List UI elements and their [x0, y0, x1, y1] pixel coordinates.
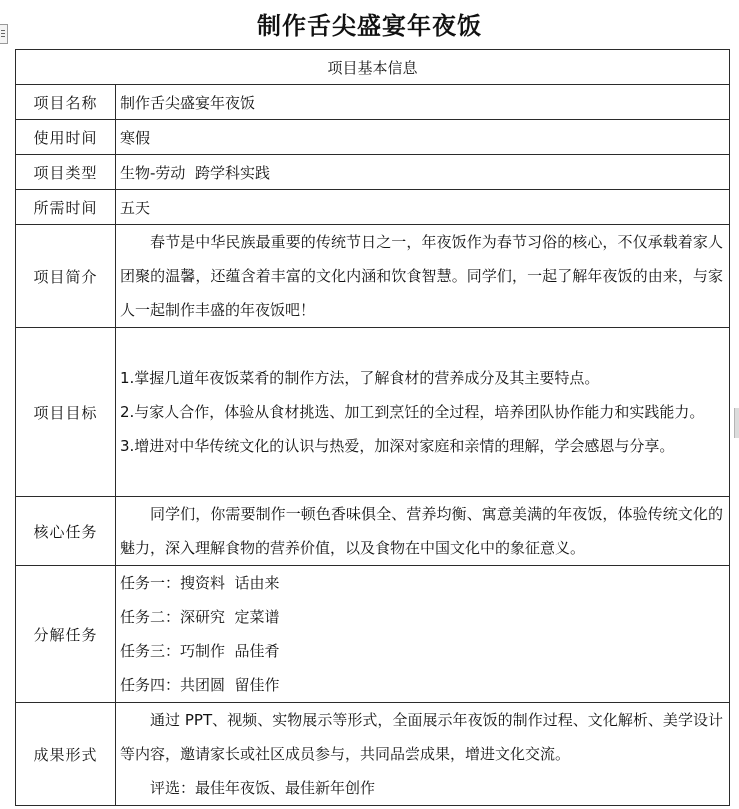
row-label-goals: 项目目标 [16, 328, 116, 497]
table-row [16, 190, 730, 225]
goal-item: 3.增进对中华传统文化的认识与热爱，加深对家庭和亲情的理解，学会感恩与分享。 [120, 437, 675, 455]
scrollbar-tick[interactable] [734, 408, 739, 438]
task-item: 任务一：搜资料 话由来 [120, 574, 280, 592]
row-value-intro [116, 225, 730, 328]
row-label-tasks: 分解任务 [16, 566, 116, 703]
table-row [16, 566, 730, 703]
row-label-name: 项目名称 [16, 85, 116, 120]
task-item: 任务三：巧制作 品佳肴 [120, 642, 280, 660]
row-value-time: 寒假 [116, 120, 730, 155]
table-row [16, 120, 730, 155]
task-item: 任务二：深研究 定菜谱 [120, 608, 280, 626]
row-value-type: 生物-劳动 跨学科实践 [116, 155, 730, 190]
table-header: 项目基本信息 [16, 50, 730, 85]
table-row [16, 225, 730, 328]
table-row [16, 703, 730, 806]
table-row [16, 497, 730, 566]
intro-paragraph: 春节是中华民族最重要的传统节日之一，年夜饭作为春节习俗的核心，不仅承载着家人团聚的温馨，还蕴含着丰富的文化内涵和饮食智慧。同学们，一起了解年夜饭的由来，与家人一起制作丰盛的年夜饭吧！ [120, 233, 724, 319]
row-label-duration: 所需时间 [16, 190, 116, 225]
row-label-output: 成果形式 [16, 703, 116, 806]
row-label-core: 核心任务 [16, 497, 116, 566]
table-header-row [16, 50, 730, 85]
row-label-time: 使用时间 [16, 120, 116, 155]
document-title: 制作舌尖盛宴年夜饭 [257, 11, 482, 40]
table-row [16, 328, 730, 497]
task-item: 任务四：共团圆 留佳作 [120, 676, 280, 694]
output-award: 评选：最佳年夜饭、最佳新年创作 [150, 779, 376, 797]
row-value-name: 制作舌尖盛宴年夜饭 [116, 85, 730, 120]
row-value-output [116, 703, 730, 806]
core-paragraph: 同学们，你需要制作一顿色香味俱全、营养均衡、寓意美满的年夜饭，体验传统文化的魅力，深入理解食物的营养价值，以及食物在中国文化中的象征意义。 [120, 505, 724, 557]
row-label-type: 项目类型 [16, 155, 116, 190]
table-row [16, 155, 730, 190]
output-paragraph: 通过 PPT、视频、实物展示等形式，全面展示年夜饭的制作过程、文化解析、美学设计等内容，邀请家长或社区成员参与，共同品尝成果，增进文化交流。 [120, 711, 724, 763]
project-info-table [15, 49, 730, 806]
goal-item: 2.与家人合作，体验从食材挑选、加工到烹饪的全过程，培养团队协作能力和实践能力。 [120, 403, 705, 421]
table-row [16, 85, 730, 120]
row-value-tasks [116, 566, 730, 703]
goal-item: 1.掌握几道年夜饭菜肴的制作方法，了解食材的营养成分及其主要特点。 [120, 369, 600, 387]
row-label-intro: 项目简介 [16, 225, 116, 328]
row-value-goals [116, 328, 730, 497]
row-value-core [116, 497, 730, 566]
row-value-duration: 五天 [116, 190, 730, 225]
